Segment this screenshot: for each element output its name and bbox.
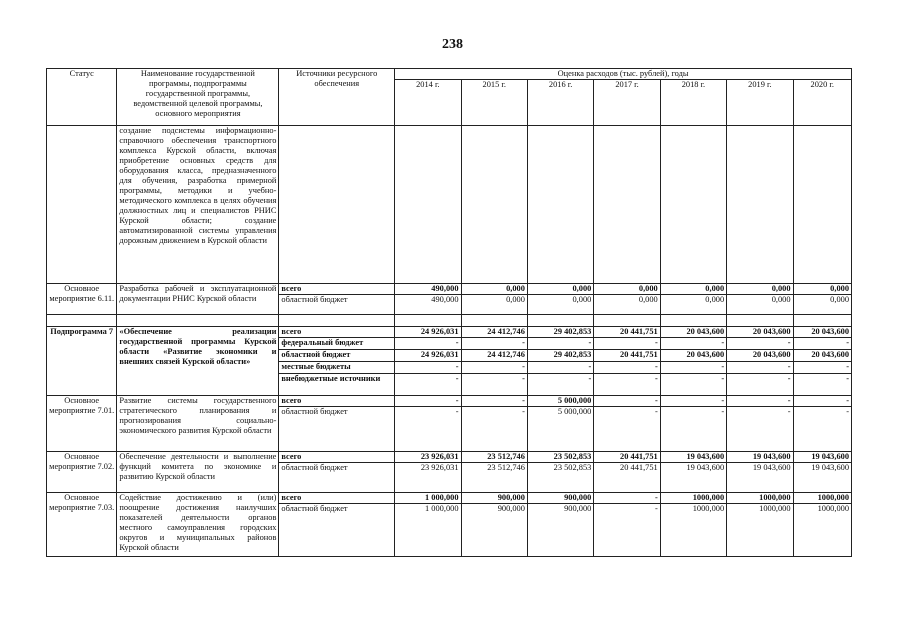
amount-cell: 0,000 <box>793 295 851 315</box>
amount-cell: 19 043,600 <box>727 452 793 463</box>
row-status: Основное мероприятие 7.02. <box>47 452 117 493</box>
row-name: Обеспечение деятельности и выполнение функций комитета по экономике и развитию Курской области <box>117 452 279 493</box>
funding-source: местные бюджеты <box>279 362 395 374</box>
continuation-status <box>47 126 117 284</box>
amount-cell: - <box>461 362 527 374</box>
amount-cell: 19 043,600 <box>727 463 793 493</box>
amount-cell: 490,000 <box>395 295 461 315</box>
row-name: Разработка рабочей и эксплуатационной документации РНИС Курской области <box>117 284 279 315</box>
header-estimate: Оценка расходов (тыс. рублей), годы <box>395 69 852 80</box>
amount-cell: 490,000 <box>395 284 461 295</box>
amount-cell: - <box>594 338 660 350</box>
row-name: «Обеспечение реализации государственной программы Курской области «Развитие экономики и внешних связей Курской области» <box>117 327 279 396</box>
amount-cell: 19 043,600 <box>793 452 851 463</box>
funding-source: областной бюджет <box>279 295 395 315</box>
funding-source: всего <box>279 396 395 407</box>
table-row <box>47 396 852 407</box>
amount-cell: - <box>395 338 461 350</box>
continuation-text: создание подсистемы информационно-справочного обеспечения транспортного комплекса Курской области, включая приобретение основных средств для оборудования класса, предназначенного для обучения, разработка примерной программы, методики и учебно-методического комплекса в целях обучения должностных лиц и специалистов РНИС Курской области; создание автоматизированной системы управления дорожным движением в Курской области <box>117 126 279 284</box>
amount-cell: 1000,000 <box>727 493 793 504</box>
amount-cell: 19 043,600 <box>660 463 726 493</box>
amount-cell: 20 043,600 <box>727 350 793 362</box>
amount-cell: - <box>727 374 793 396</box>
amount-cell: - <box>793 338 851 350</box>
amount-cell: 0,000 <box>660 295 726 315</box>
amount-cell: 0,000 <box>461 295 527 315</box>
row-status: Основное мероприятие 7.03. <box>47 493 117 557</box>
amount-cell: 1000,000 <box>660 493 726 504</box>
amount-cell: 23 926,031 <box>395 463 461 493</box>
amount-cell: 20 441,751 <box>594 350 660 362</box>
table-row <box>47 452 852 463</box>
amount-cell: 0,000 <box>594 284 660 295</box>
amount-cell: 24 926,031 <box>395 327 461 338</box>
amount-cell: - <box>461 396 527 407</box>
amount-cell: 900,000 <box>527 504 593 557</box>
amount-cell: 29 402,853 <box>527 350 593 362</box>
table-row <box>47 284 852 295</box>
amount-cell: - <box>727 396 793 407</box>
amount-cell: - <box>793 396 851 407</box>
amount-cell: 20 043,600 <box>727 327 793 338</box>
amount-cell: - <box>527 338 593 350</box>
funding-source: федеральный бюджет <box>279 338 395 350</box>
funding-source: областной бюджет <box>279 504 395 557</box>
amount-cell: - <box>395 374 461 396</box>
amount-cell: - <box>727 362 793 374</box>
amount-cell: 20 441,751 <box>594 327 660 338</box>
amount-cell: 0,000 <box>793 284 851 295</box>
page-number: 238 <box>442 37 463 52</box>
row-status: Основное мероприятие 6.11. <box>47 284 117 315</box>
expenditure-table <box>46 68 852 557</box>
row-name: Содействие достижению и (или) поощрение достижения наилучших показателей деятельности органов местного самоуправления городских округов и муниципальных районов Курской области <box>117 493 279 557</box>
amount-cell: 24 412,746 <box>461 350 527 362</box>
amount-cell: 20 441,751 <box>594 463 660 493</box>
amount-cell: 23 512,746 <box>461 452 527 463</box>
amount-cell: 20 043,600 <box>660 327 726 338</box>
header-year: 2019 г. <box>727 80 793 126</box>
amount-cell: 1000,000 <box>660 504 726 557</box>
amount-cell: 900,000 <box>461 504 527 557</box>
row-status: Подпрограмма 7 <box>47 327 117 396</box>
funding-source: всего <box>279 284 395 295</box>
amount-cell: - <box>594 362 660 374</box>
amount-cell: 29 402,853 <box>527 327 593 338</box>
amount-cell: 19 043,600 <box>660 452 726 463</box>
amount-cell: - <box>594 374 660 396</box>
header-year: 2015 г. <box>461 80 527 126</box>
header-year: 2014 г. <box>395 80 461 126</box>
amount-cell: - <box>461 338 527 350</box>
header-status: Статус <box>47 69 117 126</box>
amount-cell: - <box>660 374 726 396</box>
amount-cell: - <box>793 407 851 452</box>
table-row <box>47 493 852 504</box>
amount-cell: 1 000,000 <box>395 493 461 504</box>
amount-cell: 5 000,000 <box>527 407 593 452</box>
funding-source: всего <box>279 493 395 504</box>
amount-cell: - <box>395 407 461 452</box>
amount-cell: - <box>527 362 593 374</box>
amount-cell: - <box>594 493 660 504</box>
amount-cell: 0,000 <box>660 284 726 295</box>
amount-cell: - <box>727 407 793 452</box>
amount-cell: 900,000 <box>461 493 527 504</box>
funding-source: всего <box>279 327 395 338</box>
amount-cell: 1000,000 <box>793 493 851 504</box>
amount-cell: - <box>793 374 851 396</box>
amount-cell: 0,000 <box>527 284 593 295</box>
amount-cell: 0,000 <box>594 295 660 315</box>
amount-cell: 900,000 <box>527 493 593 504</box>
amount-cell: 5 000,000 <box>527 396 593 407</box>
amount-cell: 20 043,600 <box>793 350 851 362</box>
row-name: Развитие системы государственного стратегического планирования и прогнозирования социально-экономического развития Курской области <box>117 396 279 452</box>
funding-source: всего <box>279 452 395 463</box>
amount-cell: 20 043,600 <box>660 350 726 362</box>
funding-source: внебюджетные источники <box>279 374 395 396</box>
amount-cell: 1000,000 <box>793 504 851 557</box>
amount-cell: - <box>594 504 660 557</box>
amount-cell: 20 043,600 <box>793 327 851 338</box>
amount-cell: 0,000 <box>527 295 593 315</box>
header-year: 2018 г. <box>660 80 726 126</box>
continuation-row <box>47 126 852 284</box>
separator-row <box>47 315 852 327</box>
amount-cell: 24 926,031 <box>395 350 461 362</box>
amount-cell: 1 000,000 <box>395 504 461 557</box>
funding-source: областной бюджет <box>279 407 395 452</box>
amount-cell: 23 502,853 <box>527 463 593 493</box>
amount-cell: - <box>395 396 461 407</box>
amount-cell: 23 502,853 <box>527 452 593 463</box>
header-name: Наименование государственной программы, подпрограммы государственной программы, ведомственной целевой программы, основного мероприятия <box>117 69 279 126</box>
amount-cell: - <box>461 407 527 452</box>
amount-cell: 0,000 <box>727 295 793 315</box>
amount-cell: - <box>594 396 660 407</box>
amount-cell: 23 926,031 <box>395 452 461 463</box>
table-row <box>47 327 852 338</box>
header-year: 2017 г. <box>594 80 660 126</box>
amount-cell: - <box>660 407 726 452</box>
row-status: Основное мероприятие 7.01. <box>47 396 117 452</box>
amount-cell: - <box>594 407 660 452</box>
amount-cell: - <box>527 374 593 396</box>
amount-cell: - <box>660 338 726 350</box>
amount-cell: - <box>395 362 461 374</box>
amount-cell: - <box>660 396 726 407</box>
header-year: 2020 г. <box>793 80 851 126</box>
amount-cell: - <box>727 338 793 350</box>
amount-cell: 19 043,600 <box>793 463 851 493</box>
amount-cell: 20 441,751 <box>594 452 660 463</box>
amount-cell: 1000,000 <box>727 504 793 557</box>
amount-cell: 23 512,746 <box>461 463 527 493</box>
amount-cell: - <box>660 362 726 374</box>
header-sources: Источники ресурсного обеспечения <box>279 69 395 126</box>
funding-source: областной бюджет <box>279 463 395 493</box>
funding-source: областной бюджет <box>279 350 395 362</box>
header-year: 2016 г. <box>527 80 593 126</box>
amount-cell: - <box>793 362 851 374</box>
amount-cell: 0,000 <box>461 284 527 295</box>
amount-cell: 24 412,746 <box>461 327 527 338</box>
amount-cell: - <box>461 374 527 396</box>
amount-cell: 0,000 <box>727 284 793 295</box>
